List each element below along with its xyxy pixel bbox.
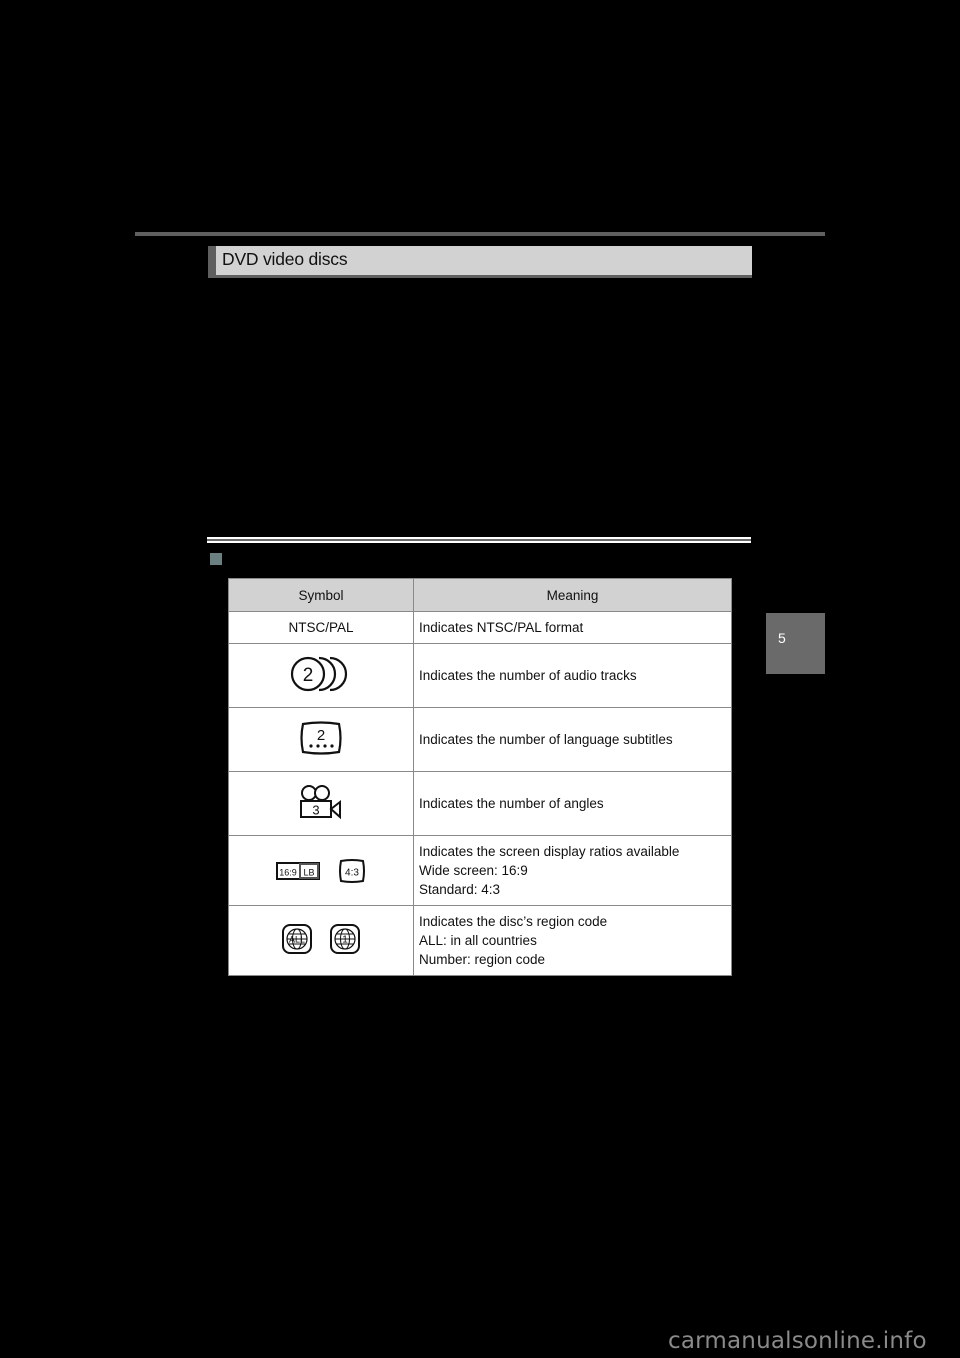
chapter-tab[interactable] [766, 613, 825, 674]
meaning-cell: Indicates the number of angles [414, 772, 732, 836]
table-row [229, 644, 732, 708]
standard-ratio-icon [338, 859, 366, 883]
subsection-divider [207, 537, 751, 543]
symbol-cell [229, 836, 414, 906]
meaning-cell [414, 906, 732, 976]
meaning-line: Indicates the disc’s region code [419, 914, 608, 929]
symbol-cell [229, 772, 414, 836]
symbol-cell [229, 906, 414, 976]
meaning-line: Standard: 4:3 [419, 882, 501, 897]
meaning-cell: Indicates the number of audio tracks [414, 644, 732, 708]
meaning-line: ALL: in all countries [419, 933, 537, 948]
svg-text:2: 2 [316, 727, 326, 744]
svg-text:2: 2 [302, 665, 314, 686]
meaning-line: Indicates the screen display ratios available [419, 844, 680, 859]
symbol-meaning-table [228, 578, 732, 976]
table-header-row [229, 579, 732, 612]
symbol-cell [229, 644, 414, 708]
svg-text:16:9: 16:9 [279, 867, 297, 877]
bullet-square-icon [210, 553, 222, 565]
section-title: DVD video discs [222, 249, 348, 269]
meaning-cell: Indicates the number of language subtitles [414, 708, 732, 772]
table-row [229, 612, 732, 644]
svg-text:ALL: ALL [288, 934, 306, 945]
symbol-cell [229, 708, 414, 772]
svg-text:4:3: 4:3 [345, 867, 359, 878]
meaning-line: Number: region code [419, 952, 546, 967]
region-number-globe-icon [330, 924, 360, 954]
svg-text:1: 1 [342, 934, 348, 946]
watermark-link[interactable]: carmanualsonline.info [668, 1328, 927, 1354]
section-header [208, 246, 752, 278]
chapter-number: 5 [778, 630, 786, 646]
table-row [229, 708, 732, 772]
camera-angles-icon [298, 784, 344, 820]
region-all-globe-icon [282, 924, 312, 954]
table-row [229, 906, 732, 976]
table-row [229, 772, 732, 836]
header-meaning: Meaning [414, 579, 732, 612]
svg-text:3: 3 [312, 802, 320, 818]
top-divider [135, 232, 825, 236]
meaning-line: Wide screen: 16:9 [419, 863, 528, 878]
table-row [229, 836, 732, 906]
meaning-cell: Indicates NTSC/PAL format [414, 612, 732, 644]
meaning-cell [414, 836, 732, 906]
audio-tracks-icon [289, 654, 353, 694]
subtitles-icon [298, 721, 344, 755]
header-symbol: Symbol [229, 579, 414, 612]
symbol-cell: NTSC/PAL [229, 612, 414, 644]
widescreen-letterbox-icon [276, 862, 320, 880]
svg-text:LB: LB [303, 867, 315, 877]
